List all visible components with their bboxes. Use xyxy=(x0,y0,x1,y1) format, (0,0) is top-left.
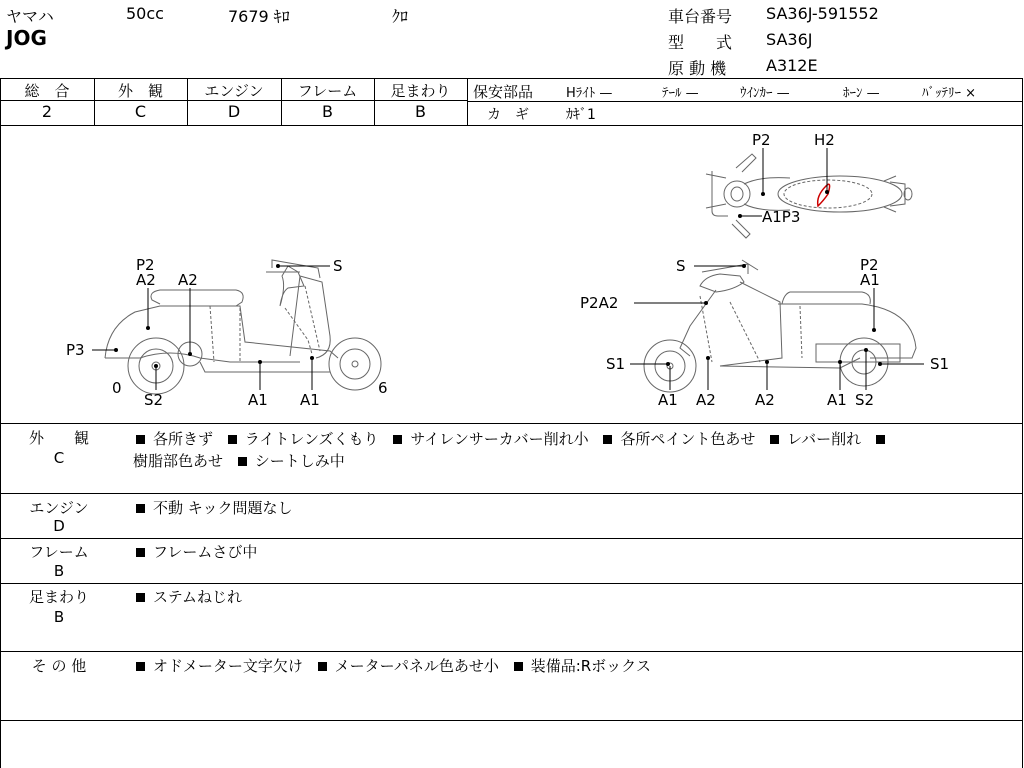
label-right-a1-1: A1 xyxy=(658,391,678,409)
label-right-a2-2: A2 xyxy=(755,391,775,409)
grade-label-exterior: 外 観 xyxy=(117,82,163,100)
remark-grade-suspension: B xyxy=(53,608,65,626)
label-right-p2a2: P2A2 xyxy=(580,294,619,312)
safety-item-tail: ﾃｰﾙ — xyxy=(662,86,699,101)
label-right-a2-1: A2 xyxy=(696,391,716,409)
safety-item-winker: ｳｲﾝｶｰ — xyxy=(740,86,790,101)
remark-item: サイレンサーカバー削れ小 xyxy=(393,430,588,448)
remark-item: シートしみ中 xyxy=(238,452,345,470)
frame-no-label: 車台番号 xyxy=(668,7,733,26)
key-label: カ ギ xyxy=(487,107,529,123)
grade-value-exterior: C xyxy=(134,102,147,121)
grade-value-overall: 2 xyxy=(41,102,53,121)
remark-grade-engine: D xyxy=(53,517,65,535)
label-right-a1: A1 xyxy=(860,271,880,289)
grade-label-engine: エンジン xyxy=(204,82,264,100)
remark-label-exterior: 外 観 xyxy=(28,429,89,447)
label-left-0: 0 xyxy=(112,379,122,397)
remark-item: 各所ペイント色あせ xyxy=(603,430,755,448)
remark-item: 各所きず xyxy=(136,430,213,448)
remark-label-frame: フレーム xyxy=(29,543,89,561)
label-left-p3: P3 xyxy=(66,341,85,359)
safety-item-horn: ﾎｰﾝ — xyxy=(843,86,880,101)
label-left-s2: S2 xyxy=(144,391,164,409)
color: ｸﾛ xyxy=(392,7,409,26)
label-right-p2: P2 xyxy=(860,256,879,274)
remark-items-exterior-line1 xyxy=(136,428,893,449)
remark-item: オドメーター文字欠け xyxy=(136,657,303,675)
remark-label-suspension: 足まわり xyxy=(28,588,89,606)
grade-label-overall: 総 合 xyxy=(24,82,70,100)
label-right-s2: S2 xyxy=(855,391,875,409)
type-value: SA36J xyxy=(766,30,813,49)
safety-item-battery: ﾊﾞｯﾃﾘｰ × xyxy=(922,86,977,101)
displacement: 50cc xyxy=(126,4,164,23)
label-left-s: S xyxy=(333,257,343,275)
grade-value-suspension: B xyxy=(415,102,426,121)
remark-grade-frame: B xyxy=(53,562,65,580)
grade-label-frame: フレーム xyxy=(297,82,358,100)
label-left-a1-2: A1 xyxy=(300,391,320,409)
remark-label-engine: エンジン xyxy=(29,499,89,517)
remark-item: ステムねじれ xyxy=(136,588,242,606)
remark-item: レバー削れ xyxy=(770,430,861,448)
grade-value-engine: D xyxy=(227,102,241,121)
safety-label: 保安部品 xyxy=(473,83,534,101)
label-right-s: S xyxy=(676,257,686,275)
remark-items-other xyxy=(136,655,661,676)
model-name: JOG xyxy=(6,26,47,50)
label-left-6: 6 xyxy=(378,379,388,397)
remark-items-frame xyxy=(136,541,267,562)
top-view-scooter xyxy=(706,154,912,238)
label-right-a1-2: A1 xyxy=(827,391,847,409)
mileage: 7679 ｷﾛ xyxy=(228,7,290,26)
remark-item: 装備品:Rボックス xyxy=(514,657,651,675)
damage-mark-h2 xyxy=(818,184,830,206)
remark-item: 不動 キック問題なし xyxy=(136,499,292,517)
damage-diagram xyxy=(0,126,1022,422)
engine-label: 原 動 機 xyxy=(668,59,727,78)
key-value: ｶｷﾞ1 xyxy=(566,107,596,123)
maker: ヤマハ xyxy=(6,7,54,26)
label-left-a1-1: A1 xyxy=(248,391,268,409)
remark-item: ライトレンズくもり xyxy=(228,430,379,448)
label-right-s1-2: S1 xyxy=(930,355,950,373)
remark-grade-exterior: C xyxy=(53,449,65,467)
remark-items-engine xyxy=(136,497,302,518)
label-left-a2-1: A2 xyxy=(136,271,156,289)
engine-value: A312E xyxy=(766,56,818,75)
grade-label-suspension: 足まわり xyxy=(390,82,451,100)
remark-item: 樹脂部色あせ xyxy=(133,452,224,470)
remark-items-suspension xyxy=(136,586,252,607)
type-label: 型 式 xyxy=(668,33,733,52)
remark-items-exterior-line2 xyxy=(133,450,355,471)
grade-value-frame: B xyxy=(322,102,333,121)
label-top-a1p3: A1P3 xyxy=(762,208,801,226)
label-left-a2-2: A2 xyxy=(178,271,198,289)
label-top-h2: H2 xyxy=(814,131,835,149)
label-top-p2: P2 xyxy=(752,131,771,149)
remark-item: メーターパネル色あせ小 xyxy=(318,657,499,675)
label-right-s1-1: S1 xyxy=(606,355,626,373)
safety-item-headlight: Hﾗｲﾄ — xyxy=(566,86,613,101)
frame-no: SA36J-591552 xyxy=(766,4,879,23)
label-left-p2: P2 xyxy=(136,256,155,274)
remark-item: フレームさび中 xyxy=(136,543,257,561)
remark-label-other: そ の 他 xyxy=(31,657,87,675)
